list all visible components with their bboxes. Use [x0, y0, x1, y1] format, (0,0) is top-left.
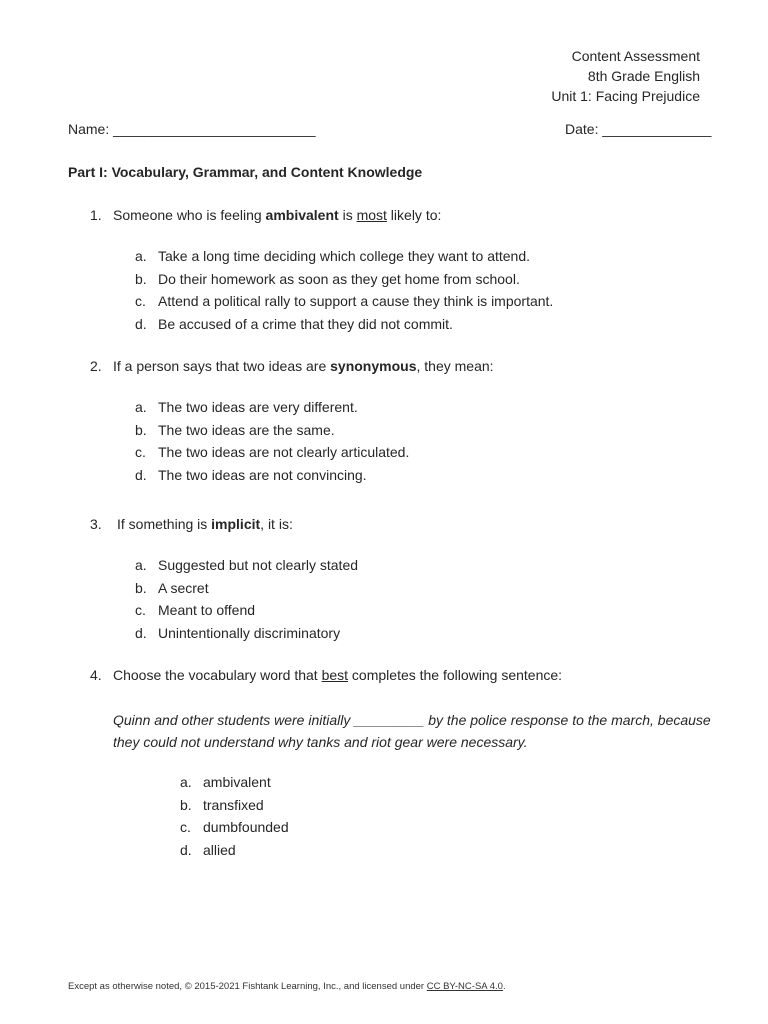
- option-text: Take a long time deciding which college they want to attend.: [158, 248, 531, 264]
- option-letter: d.: [135, 315, 147, 332]
- question-1: [90, 207, 441, 223]
- option-text: Be accused of a crime that they did not commit.: [158, 315, 453, 332]
- emphasis-word: most: [356, 207, 387, 223]
- date-blank: ______________: [602, 121, 712, 137]
- question-4: [90, 667, 562, 683]
- option-letter: b.: [135, 270, 147, 287]
- option-letter: b.: [135, 579, 147, 596]
- name-field: [68, 121, 316, 137]
- option-letter: a.: [135, 248, 147, 264]
- option-text: The two ideas are the same.: [158, 421, 335, 438]
- question-text: If something is: [117, 516, 212, 532]
- option-text: Suggested but not clearly stated: [158, 557, 359, 573]
- option-letter: a.: [135, 399, 147, 415]
- answer-option: [135, 441, 409, 464]
- date-field: [565, 121, 711, 137]
- option-text: A secret: [158, 579, 209, 596]
- keyword: ambivalent: [265, 207, 339, 223]
- answer-option: [180, 839, 289, 862]
- question-number: 1.: [90, 207, 102, 223]
- answer-option: [135, 622, 358, 645]
- option-text: allied: [203, 841, 236, 858]
- header-line-grade: 8th Grade English: [587, 68, 700, 84]
- header-line-unit: Unit 1: Facing Prejudice: [551, 88, 700, 104]
- question-text: Choose the vocabulary word that: [113, 667, 322, 683]
- answer-option: [135, 419, 409, 442]
- option-letter: a.: [180, 774, 192, 790]
- option-text: The two ideas are not convincing.: [158, 466, 367, 483]
- question-1-options: [135, 245, 553, 335]
- name-blank: __________________________: [113, 121, 316, 137]
- option-letter: d.: [135, 624, 147, 641]
- option-text: ambivalent: [203, 774, 271, 790]
- question-number: 4.: [90, 667, 102, 683]
- date-label: Date:: [565, 121, 599, 137]
- option-letter: b.: [180, 796, 192, 813]
- emphasis-word: best: [321, 667, 349, 683]
- answer-option: [135, 313, 553, 336]
- question-number: 3.: [90, 516, 102, 532]
- question-3-options: [135, 554, 358, 644]
- question-text: If a person says that two ideas are: [113, 358, 331, 374]
- answer-option: [135, 268, 553, 291]
- answer-option: [135, 245, 553, 268]
- option-letter: d.: [180, 841, 192, 858]
- fill-in-sentence: Quinn and other students were initially _________ by the police response to the march, because they could not understand why tanks and riot gear were necessary.: [113, 712, 711, 750]
- part-title: Part I: Vocabulary, Grammar, and Content Knowledge: [68, 164, 423, 180]
- option-text: Attend a political rally to support a cause they think is important.: [158, 293, 554, 309]
- question-2: [90, 358, 494, 374]
- question-text: is: [338, 207, 357, 223]
- question-text: likely to:: [386, 207, 442, 223]
- keyword: synonymous: [330, 358, 417, 374]
- answer-option: [135, 396, 409, 419]
- footer-end: .: [502, 981, 506, 992]
- answer-option: [135, 554, 358, 577]
- option-text: dumbfounded: [203, 819, 289, 835]
- question-text: completes the following sentence:: [348, 667, 563, 683]
- question-2-options: [135, 396, 409, 486]
- license-footer: [68, 981, 506, 992]
- question-text: , they mean:: [416, 358, 494, 374]
- answer-option: [180, 794, 289, 817]
- answer-option: [180, 771, 289, 794]
- option-letter: a.: [135, 557, 147, 573]
- header-line-assessment: Content Assessment: [571, 48, 700, 64]
- option-letter: c.: [135, 444, 146, 460]
- option-text: The two ideas are very different.: [158, 399, 358, 415]
- question-text: , it is:: [260, 516, 293, 532]
- option-text: The two ideas are not clearly articulated.: [158, 444, 410, 460]
- option-letter: c.: [135, 602, 146, 618]
- option-text: Meant to offend: [158, 602, 256, 618]
- option-text: Do their homework as soon as they get home from school.: [158, 270, 520, 287]
- footer-text: Except as otherwise noted, © 2015-2021 Fishtank Learning, Inc., and licensed under: [68, 981, 427, 992]
- name-label: Name:: [68, 121, 110, 137]
- license-link[interactable]: CC BY-NC-SA 4.0: [426, 981, 503, 992]
- question-3: [90, 516, 293, 532]
- option-text: Unintentionally discriminatory: [158, 624, 341, 641]
- option-letter: c.: [135, 293, 146, 309]
- document-header: [551, 46, 700, 106]
- answer-option: [180, 816, 289, 839]
- answer-option: [135, 599, 358, 622]
- keyword: implicit: [211, 516, 261, 532]
- option-letter: d.: [135, 466, 147, 483]
- option-letter: b.: [135, 421, 147, 438]
- option-text: transfixed: [203, 796, 264, 813]
- option-letter: c.: [180, 819, 191, 835]
- answer-option: [135, 577, 358, 600]
- question-number: 2.: [90, 358, 102, 374]
- answer-option: [135, 464, 409, 487]
- answer-option: [135, 290, 553, 313]
- question-text: Someone who is feeling: [113, 207, 266, 223]
- question-4-options: [180, 771, 289, 861]
